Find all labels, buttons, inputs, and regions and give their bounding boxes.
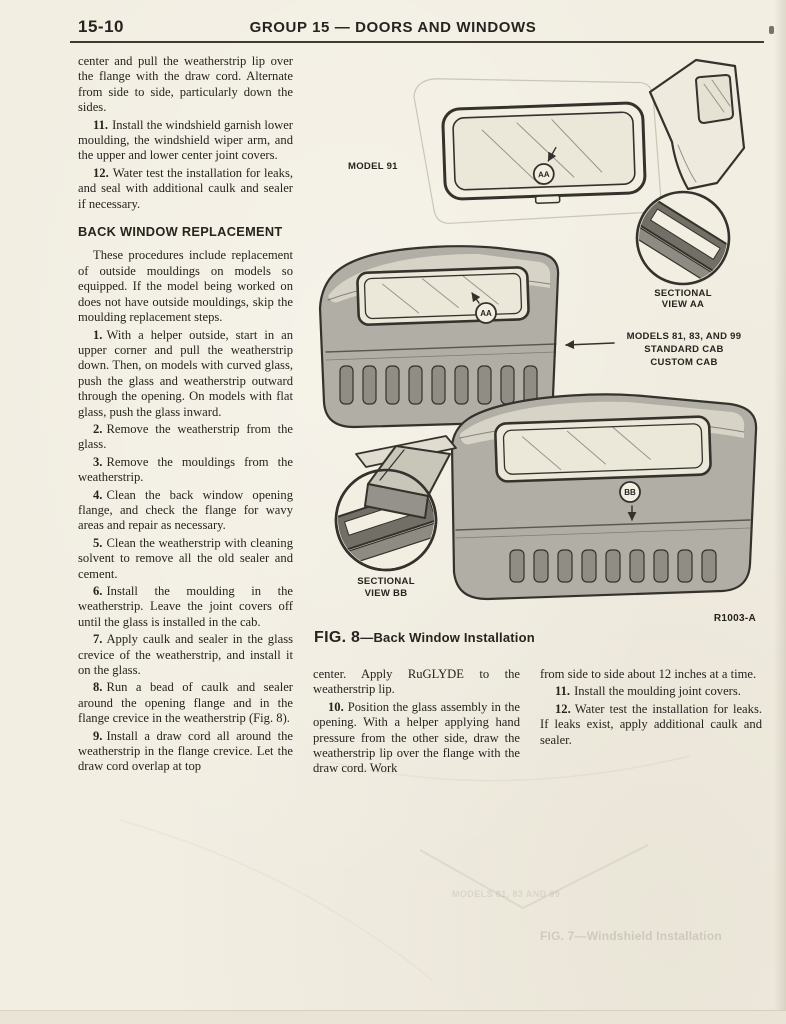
left-column — [78, 54, 293, 777]
models-label-1: MODELS 81, 83, AND 99 — [626, 331, 742, 342]
paragraph: center and pull the weatherstrip lip over the flange with the draw cord. Alternate from side to side, particularly down the sides. — [78, 54, 293, 115]
middle-column — [313, 667, 520, 779]
paragraph: center. Apply RuGLYDE to the weatherstrip lip. — [313, 667, 520, 697]
paragraph: 5. Clean the weatherstrip with cleaning solvent to remove all the old sealer and cement. — [78, 535, 293, 581]
sectional-bb-label-1: SECTIONAL — [357, 576, 415, 587]
sectional-aa-label-2: VIEW AA — [661, 299, 705, 310]
sectional-view-aa-drawing — [630, 192, 734, 310]
paragraph: from side to side about 12 inches at a time. — [540, 667, 757, 681]
paragraph: 6. Install the moulding in the weatherstrip. Leave the joint covers off until the glass is installed in the cab. — [78, 584, 293, 629]
svg-text:AA: AA — [480, 309, 492, 318]
figure-ref-code: R1003-A — [713, 613, 756, 624]
sectional-view-bb-drawing — [331, 436, 456, 599]
paragraph: 12. Water test the installation for leaks, and seal with additional caulk and sealer if necessary. — [78, 165, 293, 211]
rib-panel — [340, 366, 537, 404]
cab-drawing-custom — [452, 394, 756, 599]
page-edge-right — [774, 0, 786, 1024]
bleed-through-models-label: MODELS 81, 83 AND 99 — [452, 889, 561, 899]
models-label-arrow — [566, 343, 614, 345]
sectional-aa-label-1: SECTIONAL — [654, 288, 712, 299]
figure-caption — [314, 629, 535, 647]
bb-callout-badge — [620, 482, 640, 502]
paragraph: 1. With a helper outside, start in an upper corner and pull the weatherstrip down. Then, on models with curved glass, push the glass and weatherstrip outward through the opening. On models with flat glass, push the glass inward. — [78, 327, 293, 419]
paragraph: These procedures include replacement of outside mouldings on models so equipped. If the model being worked on does not have outside mouldings, skip the moulding replacement steps. — [78, 248, 293, 325]
page-title: GROUP 15 — DOORS AND WINDOWS — [249, 19, 537, 36]
figure-caption-text: —Back Window Installation — [360, 630, 535, 645]
header-rule — [70, 41, 764, 43]
back-window-figure-svg — [298, 50, 768, 630]
paragraph: 10. Position the glass assembly in the opening. With a helper applying hand pressure from the other side, draw the weatherstrip lip over the flange with the draw cord. Work — [313, 699, 520, 776]
right-column — [540, 667, 762, 750]
sectional-bb-label-2: VIEW BB — [364, 588, 408, 599]
models-label-2: STANDARD CAB — [644, 344, 724, 355]
cab-drawing-standard — [320, 246, 558, 427]
models-label-3: CUSTOM CAB — [650, 357, 718, 368]
model-91-label: MODEL 91 — [348, 161, 398, 172]
paragraph: 11. Install the windshield garnish lower moulding, the windshield wiper arm, and the upper and lower center joint covers. — [78, 117, 293, 163]
svg-text:BB: BB — [624, 488, 636, 497]
paragraph: 4. Clean the back window opening flange, and check the flange for wavy areas and repair as necessary. — [78, 487, 293, 533]
paragraph: 11. Install the moulding joint covers. — [555, 684, 741, 699]
paragraph: 3. Remove the mouldings from the weatherstrip. — [78, 454, 293, 485]
figure-number: FIG. 8 — [314, 629, 361, 646]
svg-text:AA: AA — [537, 169, 550, 180]
figure-8-illustration — [298, 50, 768, 630]
page-edge-bottom — [0, 1010, 786, 1024]
paragraph: 9. Install a draw cord all around the weatherstrip in the flange crevice. Let the draw cord overlap at top — [78, 728, 293, 774]
bleed-through-caption: FIG. 7—Windshield Installation — [540, 929, 722, 943]
rib-panel — [510, 550, 716, 582]
page-number: 15-10 — [78, 17, 124, 36]
aa-callout-badge-cab — [476, 303, 496, 323]
paragraph: 7. Apply caulk and sealer in the glass crevice of the weatherstrip, and install it on the glass. — [78, 632, 293, 678]
paragraph: 8. Run a bead of caulk and sealer around the opening flange and in the flange crevice in the weatherstrip (Fig. 8). — [78, 680, 293, 726]
corner-pillar-drawing — [650, 60, 744, 189]
aa-callout-badge — [533, 164, 554, 185]
model-91-drawing — [413, 71, 661, 224]
section-heading: BACK WINDOW REPLACEMENT — [78, 224, 283, 240]
paragraph: 2. Remove the weatherstrip from the glass. — [78, 421, 293, 452]
paragraph: 12. Water test the installation for leaks. If leaks exist, apply additional caulk and sealer. — [540, 701, 762, 747]
latch-detail — [536, 195, 560, 203]
